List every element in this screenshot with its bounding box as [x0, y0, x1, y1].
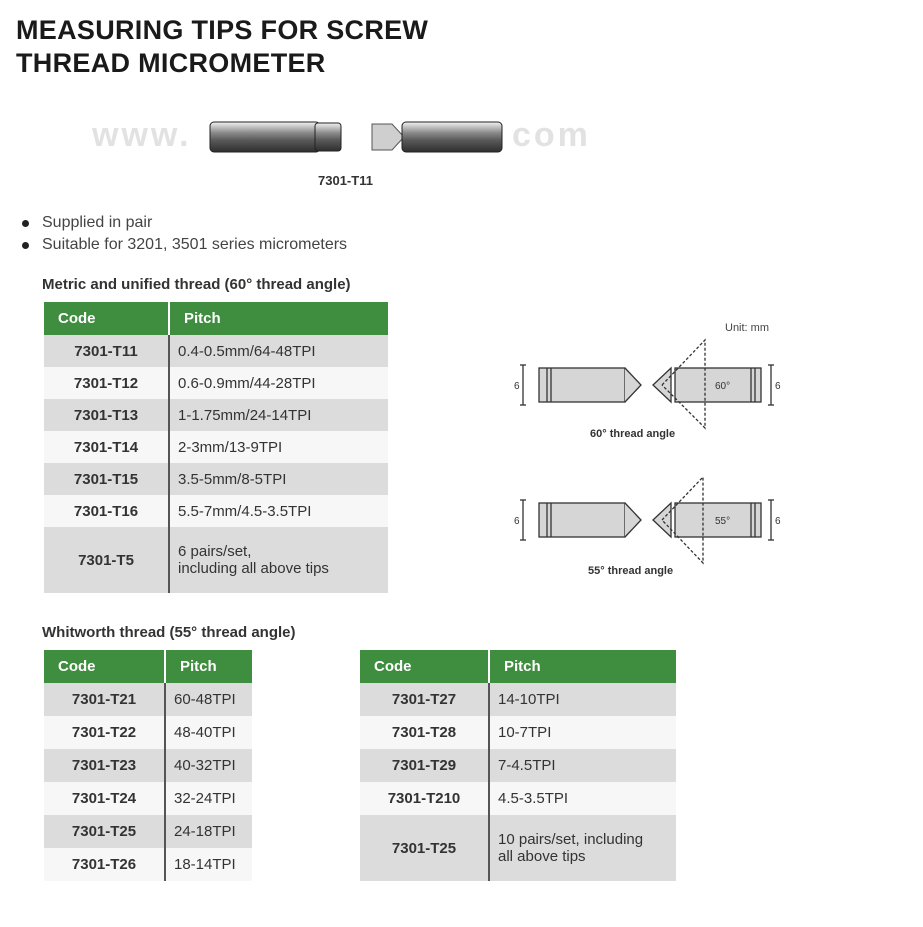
pitch-cell: 18-14TPI: [165, 848, 252, 881]
pitch-cell: 14-10TPI: [489, 683, 676, 716]
column-header-code: Code: [360, 650, 489, 683]
list-item-text: Suitable for 3201, 3501 series micrometers: [42, 236, 348, 253]
dim-right-label: 6: [775, 516, 781, 527]
pitch-cell: 60-48TPI: [165, 683, 252, 716]
code-cell: 7301-T13: [44, 399, 169, 431]
pitch-line: 10 pairs/set, including: [498, 831, 644, 848]
pitch-cell: [169, 527, 388, 593]
bullet-icon: [22, 220, 29, 227]
code-cell: 7301-T28: [360, 716, 489, 749]
page-title: [16, 14, 476, 80]
pitch-cell: 3.5-5mm/8-5TPI: [169, 463, 388, 495]
product-photo: [90, 112, 610, 166]
table-row: [44, 431, 388, 463]
pitch-cell: [489, 815, 676, 881]
pitch-cell: 7-4.5TPI: [489, 749, 676, 782]
dim-left-label: 6: [514, 516, 520, 527]
pitch-cell: 0.4-0.5mm/64-48TPI: [169, 335, 388, 367]
column-header-code: Code: [44, 650, 165, 683]
table-row: [44, 848, 252, 881]
code-cell: 7301-T23: [44, 749, 165, 782]
code-cell: 7301-T16: [44, 495, 169, 527]
code-cell: 7301-T25: [44, 815, 165, 848]
diagram-caption-55: 55° thread angle: [588, 565, 674, 577]
pitch-cell: 5.5-7mm/4.5-3.5TPI: [169, 495, 388, 527]
table-row: [44, 782, 252, 815]
bullet-icon: [22, 242, 29, 249]
list-item-text: Supplied in pair: [42, 214, 153, 231]
table-row: [44, 683, 252, 716]
code-cell: 7301-T25: [360, 815, 489, 881]
whitworth-heading: Whitworth thread (55° thread angle): [42, 624, 296, 641]
table-row: [44, 815, 252, 848]
angle-label: 60°: [715, 381, 731, 392]
pitch-cell: 4.5-3.5TPI: [489, 782, 676, 815]
dim-left-label: 6: [514, 381, 520, 392]
list-item: [22, 234, 347, 256]
feature-list: [22, 212, 347, 256]
code-cell: 7301-T5: [44, 527, 169, 593]
table-row: [360, 716, 676, 749]
table-row: [44, 463, 388, 495]
pitch-cell: 48-40TPI: [165, 716, 252, 749]
unit-label: Unit: mm: [725, 322, 769, 334]
table-header-row: [44, 650, 252, 683]
table-header-row: [44, 302, 388, 335]
column-header-pitch: Pitch: [169, 302, 388, 335]
whitworth-table-right: [360, 650, 676, 881]
pitch-cell: 40-32TPI: [165, 749, 252, 782]
watermark-right: com: [512, 116, 591, 154]
pitch-cell: 2-3mm/13-9TPI: [169, 431, 388, 463]
metric-table: [44, 302, 388, 593]
pitch-cell: 10-7TPI: [489, 716, 676, 749]
pitch-cell: 1-1.75mm/24-14TPI: [169, 399, 388, 431]
pitch-cell: 0.6-0.9mm/44-28TPI: [169, 367, 388, 399]
code-cell: 7301-T26: [44, 848, 165, 881]
pitch-line: all above tips: [498, 848, 586, 865]
angle-label: 55°: [715, 516, 731, 527]
table-row: [44, 749, 252, 782]
code-cell: 7301-T21: [44, 683, 165, 716]
metric-heading: Metric and unified thread (60° thread angle): [42, 276, 351, 293]
code-cell: 7301-T12: [44, 367, 169, 399]
title-line-2: THREAD MICROMETER: [16, 48, 326, 78]
diagram-60-degree: [515, 335, 785, 430]
column-header-code: Code: [44, 302, 169, 335]
code-cell: 7301-T210: [360, 782, 489, 815]
table-row: [44, 335, 388, 367]
pitch-line: 6 pairs/set,: [178, 543, 252, 560]
table-header-row: [360, 650, 676, 683]
table-row: [44, 367, 388, 399]
table-row: [44, 716, 252, 749]
code-cell: 7301-T11: [44, 335, 169, 367]
table-row: [360, 749, 676, 782]
diagram-55-degree: [515, 472, 785, 567]
table-row: [44, 527, 388, 593]
whitworth-table-left: [44, 650, 252, 881]
list-item: [22, 212, 347, 234]
code-cell: 7301-T22: [44, 716, 165, 749]
column-header-pitch: Pitch: [489, 650, 676, 683]
photo-caption: 7301-T11: [318, 173, 373, 188]
table-row: [44, 399, 388, 431]
code-cell: 7301-T29: [360, 749, 489, 782]
table-row: [360, 782, 676, 815]
code-cell: 7301-T14: [44, 431, 169, 463]
pitch-line: including all above tips: [178, 560, 329, 577]
table-row: [44, 495, 388, 527]
column-header-pitch: Pitch: [165, 650, 252, 683]
pitch-cell: 24-18TPI: [165, 815, 252, 848]
diagram-caption-60: 60° thread angle: [590, 428, 676, 440]
title-line-1: MEASURING TIPS FOR SCREW: [16, 15, 429, 45]
code-cell: 7301-T15: [44, 463, 169, 495]
dim-right-label: 6: [775, 381, 781, 392]
table-row: [360, 815, 676, 881]
pitch-cell: 32-24TPI: [165, 782, 252, 815]
table-row: [360, 683, 676, 716]
watermark-left: www.: [92, 116, 192, 154]
code-cell: 7301-T27: [360, 683, 489, 716]
code-cell: 7301-T24: [44, 782, 165, 815]
